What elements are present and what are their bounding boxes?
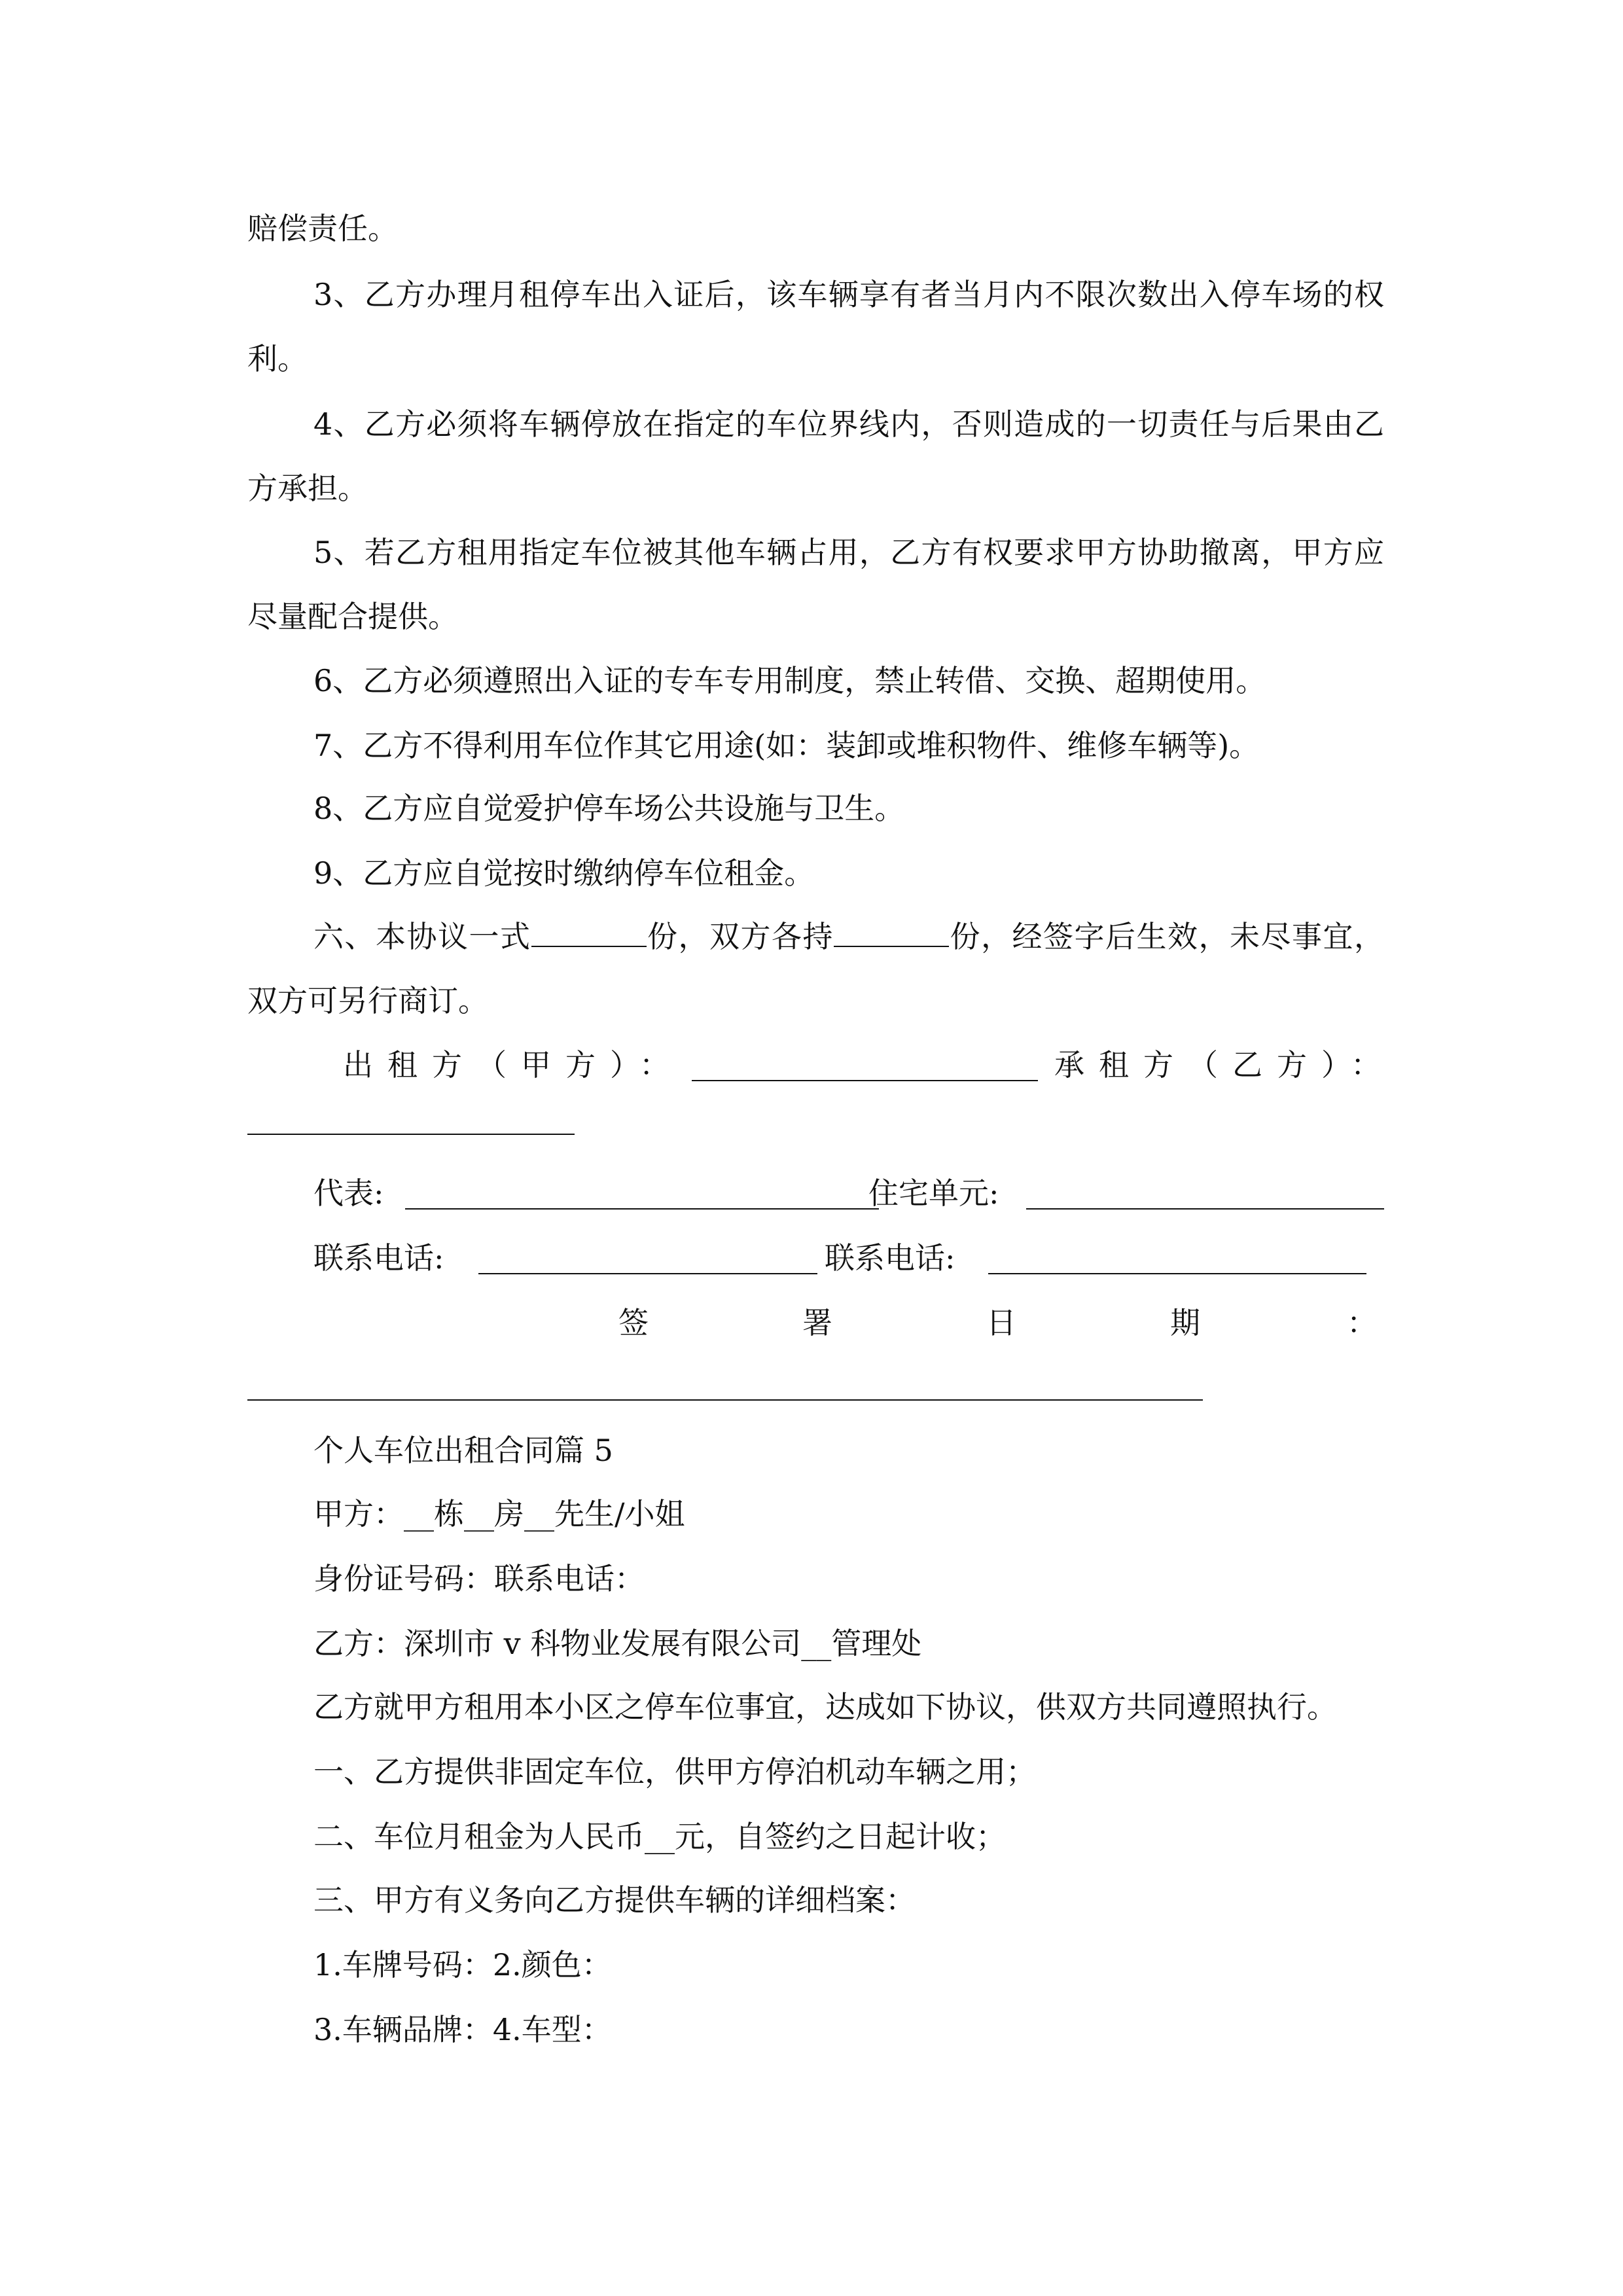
lessee-label: 承租方（乙方）： [1054, 1047, 1395, 1083]
clause-7: 7、乙方不得利用车位作其它用途(如：装卸或堆积物件、维修车辆等)。 [313, 728, 1260, 763]
clause-six-b: 份，双方各持 [646, 919, 834, 954]
date-char: 签 [618, 1305, 649, 1340]
date-char: 期 [1170, 1305, 1200, 1340]
date-line[interactable] [247, 1399, 1203, 1401]
item-2: 二、车位月租金为人民币__元，自签约之日起计收； [313, 1819, 1006, 1854]
phone-line-a[interactable] [478, 1273, 817, 1274]
section-title: 个人车位出租合同篇 5 [313, 1433, 613, 1468]
clause-3: 3、乙方办理月租停车出入证后，该车辆享有者当月内不限次数出入停车场的权利。 [247, 277, 1384, 376]
representative-line[interactable] [405, 1208, 879, 1210]
date-char: ： [1347, 1305, 1377, 1340]
vehicle-fields-1: 1.车牌号码：2.颜色： [313, 1947, 612, 1982]
clause-8: 8、乙方应自觉爱护停车场公共设施与卫生。 [313, 791, 905, 826]
each-copies-blank[interactable] [834, 921, 949, 947]
date-char: 日 [986, 1305, 1016, 1340]
unit-line[interactable] [1026, 1208, 1384, 1210]
clause-5: 5、若乙方租用指定车位被其他车辆占用，乙方有权要求甲方协助撤离，甲方应尽量配合提供。 [247, 535, 1384, 634]
party-b: 乙方：深圳市 v 科物业发展有限公司__管理处 [313, 1626, 922, 1661]
phone-label-b: 联系电话: [825, 1240, 955, 1276]
phone-label-a: 联系电话: [313, 1240, 444, 1276]
lessor-label: 出租方（甲方）： [343, 1047, 684, 1083]
lessor-signature-line[interactable] [692, 1080, 1038, 1081]
intro: 乙方就甲方租用本小区之停车位事宜，达成如下协议，供双方共同遵照执行。 [313, 1689, 1337, 1725]
lessee-signature-line[interactable] [247, 1134, 575, 1135]
clause-continuation: 赔偿责任。 [247, 211, 398, 246]
vehicle-fields-2: 3.车辆品牌：4.车型： [313, 2012, 612, 2047]
clause-9: 9、乙方应自觉按时缴纳停车位租金。 [313, 855, 815, 891]
item-3: 三、甲方有义务向乙方提供车辆的详细档案： [313, 1882, 916, 1918]
party-a: 甲方：__栋__房__先生/小姐 [313, 1496, 685, 1532]
date-char: 署 [802, 1305, 832, 1340]
clause-six-a: 六、本协议一式 [313, 919, 531, 954]
unit-label: 住宅单元: [868, 1175, 999, 1211]
copies-blank[interactable] [531, 921, 647, 947]
clause-6: 6、乙方必须遵照出入证的专车专用制度，禁止转借、交换、超期使用。 [313, 663, 1266, 698]
representative-label: 代表: [313, 1175, 384, 1211]
phone-line-b[interactable] [988, 1273, 1366, 1274]
clause-4: 4、乙方必须将车辆停放在指定的车位界线内，否则造成的一切责任与后果由乙方承担。 [247, 406, 1384, 506]
id-phone: 身份证号码：联系电话： [313, 1561, 645, 1596]
clause-six-c: 份，经签字后生效，未尽事宜，双方可另行商订。 [247, 919, 1384, 1018]
item-1: 一、乙方提供非固定车位，供甲方停泊机动车辆之用； [313, 1754, 1036, 1789]
clause-six [247, 905, 1384, 1033]
